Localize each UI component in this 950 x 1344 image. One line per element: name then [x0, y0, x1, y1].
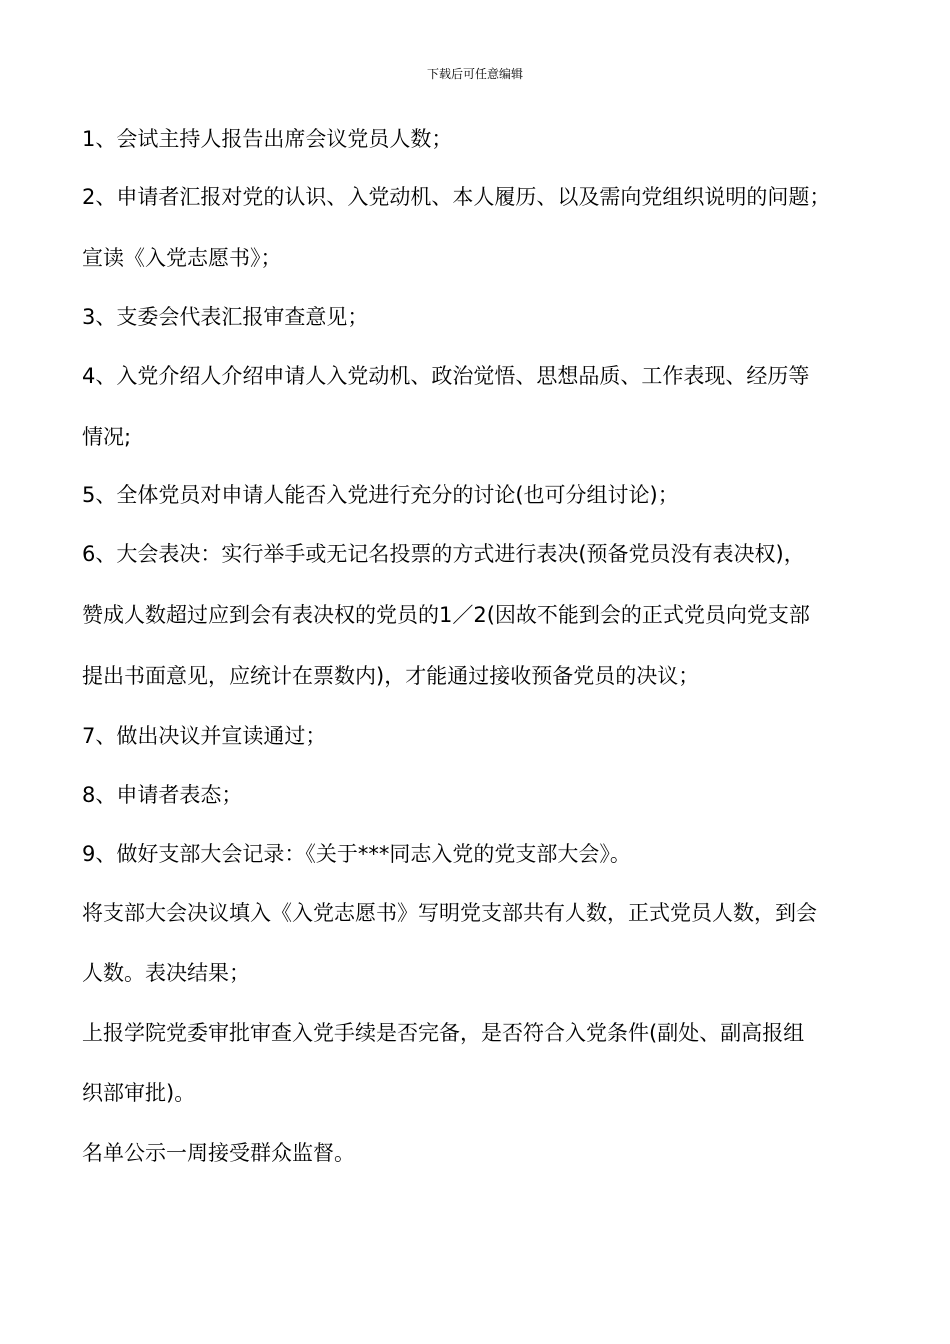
list-item-3: 3、支委会代表汇报审查意见； — [82, 305, 369, 329]
paragraph-report-approval-continued: 织部审批)。 — [82, 1081, 196, 1105]
list-item-4: 4、入党介绍人介绍申请人入党动机、政治觉悟、思想品质、工作表现、经历等 — [82, 364, 810, 388]
paragraph-fill-form: 将支部大会决议填入《入党志愿书》写明党支部共有人数，正式党员人数，到会 — [82, 901, 817, 925]
list-item-5: 5、全体党员对申请人能否入党进行充分的讨论(也可分组讨论)； — [82, 483, 679, 507]
list-item-1: 1、会试主持人报告出席会议党员人数； — [82, 127, 453, 151]
list-item-8: 8、申请者表态； — [82, 783, 243, 807]
list-item-9: 9、做好支部大会记录：《关于***同志入党的党支部大会》。 — [82, 842, 631, 866]
list-item-6-continued-2: 提出书面意见，应统计在票数内)，才能通过接收预备党员的决议； — [82, 664, 700, 688]
paragraph-report-approval: 上报学院党委审批审查入党手续是否完备，是否符合入党条件(副处、副高报组 — [82, 1021, 805, 1045]
list-item-6-continued: 赞成人数超过应到会有表决权的党员的1／2(因故不能到会的正式党员向党支部 — [82, 603, 810, 627]
paragraph-public-notice: 名单公示一周接受群众监督。 — [82, 1141, 355, 1165]
list-item-6: 6、大会表决：实行举手或无记名投票的方式进行表决(预备党员没有表决权)， — [82, 542, 805, 566]
page-header: 下载后可任意编辑 — [426, 67, 523, 81]
paragraph-fill-form-continued: 人数。表决结果； — [82, 961, 250, 985]
list-item-2-continued: 宣读《入党志愿书》； — [82, 246, 282, 270]
list-item-2: 2、申请者汇报对党的认识、入党动机、本人履历、以及需向党组织说明的问题； — [82, 185, 831, 209]
list-item-4-continued: 情况; — [82, 425, 132, 449]
list-item-7: 7、做出决议并宣读通过； — [82, 724, 327, 748]
